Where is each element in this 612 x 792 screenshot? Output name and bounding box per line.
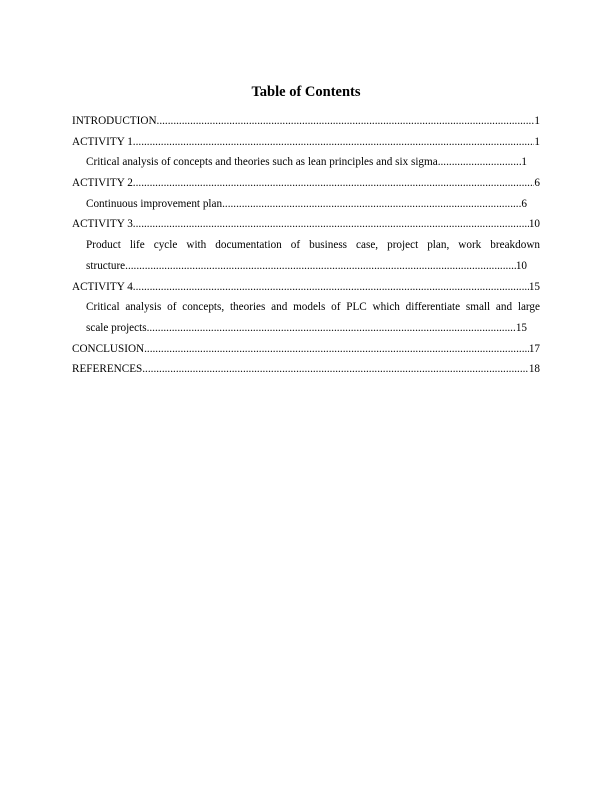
dot-leader <box>147 321 516 335</box>
toc-entry-page: 17 <box>528 343 540 355</box>
toc-entry-label: ACTIVITY 3 <box>72 218 133 230</box>
toc-entry-label: ACTIVITY 1 <box>72 136 133 148</box>
toc-entry-page: 15 <box>528 281 540 293</box>
toc-entry-conclusion[interactable] <box>72 342 540 356</box>
toc-entry-page: 1 <box>521 156 527 168</box>
dot-leader <box>133 280 529 294</box>
dot-leader <box>144 342 529 356</box>
toc-entry-activity-1[interactable] <box>72 135 540 149</box>
dot-leader <box>133 135 535 149</box>
toc-title: Table of Contents <box>251 84 361 100</box>
toc-subentry-product-life-cycle-line1[interactable]: Product life cycle with documentation of business case, project plan, work breakdown <box>86 239 540 251</box>
toc-subentry-plc-analysis-line1[interactable]: Critical analysis of concepts, theories and models of PLC which differentiate small and large <box>86 301 540 313</box>
toc-entry-label: CONCLUSION <box>72 343 145 355</box>
toc-entry-label: scale projects <box>86 322 147 334</box>
toc-entry-label: Continuous improvement plan <box>86 198 223 210</box>
dot-leader <box>125 259 516 273</box>
toc-entry-label: structure <box>86 260 126 272</box>
dot-leader <box>157 114 535 128</box>
toc-subentry-plc-analysis-line2[interactable] <box>86 321 527 335</box>
toc-entry-page: 6 <box>521 198 527 210</box>
dot-leader <box>133 217 529 231</box>
toc-entry-page: 6 <box>534 177 540 189</box>
toc-entry-page: 18 <box>528 363 540 375</box>
toc-entry-introduction[interactable] <box>72 114 540 128</box>
toc-subentry-lean-six-sigma[interactable] <box>86 155 527 169</box>
dot-leader <box>438 155 522 169</box>
toc-subentry-continuous-improvement[interactable] <box>86 197 527 211</box>
dot-leader <box>222 197 521 211</box>
toc-entry-label: ACTIVITY 4 <box>72 281 133 293</box>
toc-entry-label: REFERENCES <box>72 363 143 375</box>
toc-entry-page: 10 <box>515 260 527 272</box>
toc-entry-activity-2[interactable] <box>72 176 540 190</box>
toc-entry-page: 10 <box>528 218 540 230</box>
toc-entry-activity-3[interactable] <box>72 217 540 231</box>
dot-leader <box>133 176 535 190</box>
dot-leader <box>142 362 529 376</box>
toc-entry-page: 1 <box>534 136 540 148</box>
toc-entry-label: INTRODUCTION <box>72 115 157 127</box>
toc-entry-label: Critical analysis of concepts and theories such as lean principles and six sigma <box>86 156 438 168</box>
toc-entry-label: ACTIVITY 2 <box>72 177 133 189</box>
toc-entry-page: 15 <box>515 322 527 334</box>
toc-entry-references[interactable] <box>72 362 540 376</box>
toc-entry-activity-4[interactable] <box>72 280 540 294</box>
toc-entry-page: 1 <box>534 115 540 127</box>
toc-subentry-product-life-cycle-line2[interactable] <box>86 259 527 273</box>
